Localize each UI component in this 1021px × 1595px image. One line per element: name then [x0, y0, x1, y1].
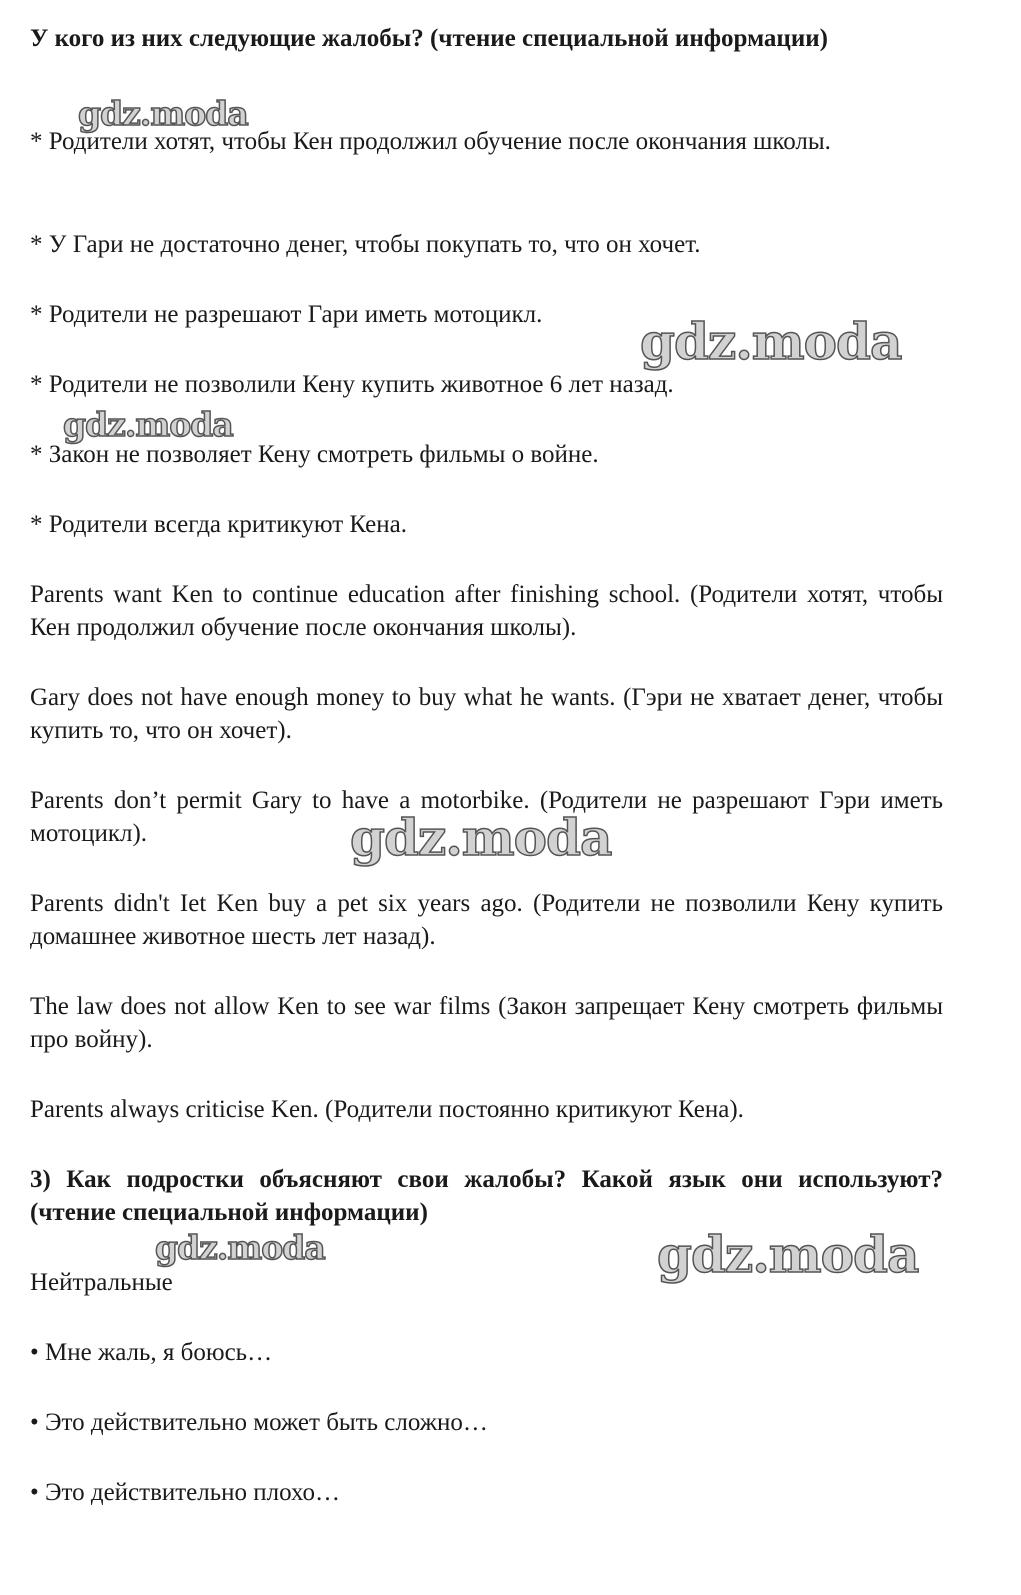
watermark-logo: gdz.moda	[640, 312, 902, 371]
answer-paragraph: The law does not allow Ken to see war films (Закон запрещает Кену смотреть фильмы про войну).	[30, 993, 943, 1053]
complaint-item: * Родители не позволили Кену купить животное 6 лет назад.	[30, 371, 674, 398]
complaint-item: * У Гари не достаточно денег, чтобы покупать то, что он хочет.	[30, 231, 701, 258]
watermark-logo: gdz.moda	[63, 405, 233, 444]
complaint-item: * Закон не позволяет Кену смотреть фильмы о войне.	[30, 441, 599, 468]
watermark-logo: gdz.moda	[657, 1225, 919, 1284]
watermark-logo: gdz.moda	[155, 1228, 325, 1267]
answer-paragraph: Parents always criticise Ken. (Родители постоянно критикуют Кена).	[30, 1096, 744, 1123]
subheading-neutral: Нейтральные	[30, 1269, 173, 1296]
phrase-item: • Это действительно плохо…	[30, 1479, 341, 1506]
complaint-item: * Родители не разрешают Гари иметь мотоцикл.	[30, 301, 543, 328]
watermark-logo: gdz.moda	[350, 808, 612, 867]
complaint-item: * Родители хотят, чтобы Кен продолжил обучение после окончания школы.	[30, 128, 831, 155]
answer-paragraph: Parents want Ken to continue education after finishing school. (Родители хотят, чтобы Кен продолжил обучение после окончания школы).	[30, 581, 943, 641]
section-heading-2: 3) Как подростки объясняют свои жалобы? Какой язык они используют? (чтение специальной информации)	[30, 1166, 943, 1226]
watermark-logo: gdz.moda	[78, 94, 248, 133]
complaint-item: * Родители всегда критикуют Кена.	[30, 511, 407, 538]
section-heading-1: У кого из них следующие жалобы? (чтение специальной информации)	[30, 25, 828, 52]
phrase-item: • Мне жаль, я боюсь…	[30, 1339, 273, 1366]
phrase-item: • Это действительно может быть сложно…	[30, 1409, 488, 1436]
answer-paragraph: Parents don’t permit Gary to have a motorbike. (Родители не разрешают Гэри иметь мотоцикл).	[30, 787, 943, 847]
answer-paragraph: Parents didn't Iet Ken buy a pet six years ago. (Родители не позволили Кену купить домашнее животное шесть лет назад).	[30, 890, 943, 950]
answer-paragraph: Gary does not have enough money to buy what he wants. (Гэри не хватает денег, чтобы купить то, что он хочет).	[30, 684, 943, 744]
